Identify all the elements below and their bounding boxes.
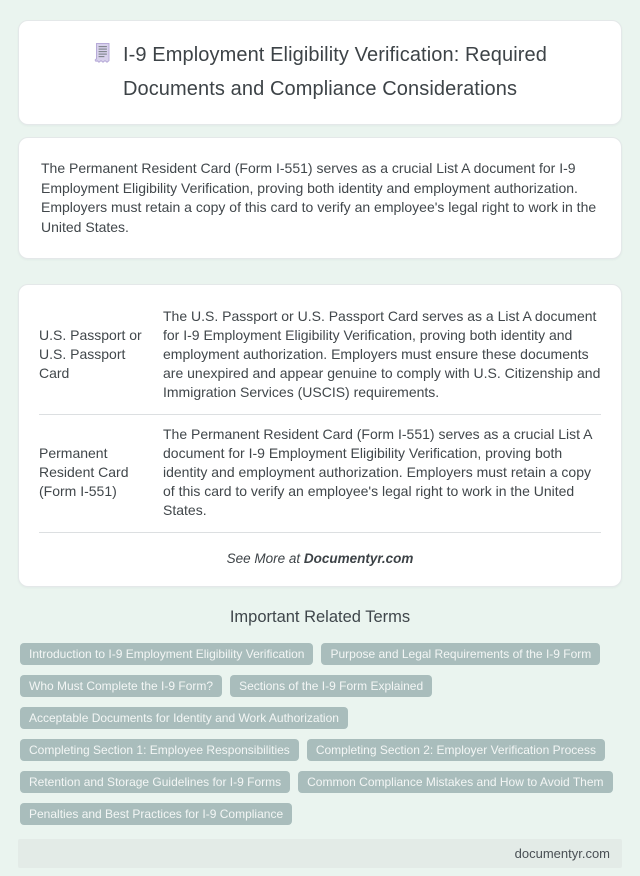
tag-row — [20, 643, 620, 665]
title-card — [18, 20, 622, 125]
intro-card — [18, 137, 622, 259]
see-more-site-name: Documentyr.com — [303, 551, 414, 566]
related-term-tag[interactable]: Penalties and Best Practices for I-9 Compliance — [20, 803, 292, 825]
footer-bar — [18, 839, 622, 868]
related-term-tag[interactable]: Acceptable Documents for Identity and Work Authorization — [20, 707, 348, 729]
related-term-tag[interactable]: Completing Section 1: Employee Responsibilities — [20, 739, 299, 761]
documents-card — [18, 284, 622, 587]
related-term-tag[interactable]: Who Must Complete the I-9 Form? — [20, 675, 222, 697]
intro-paragraph: The Permanent Resident Card (Form I-551) serves as a crucial List A document for I-9 Employment Eligibility Verification, proving both identity and employment authorization. Employers must retain a copy of this card to verify an employee's legal right to work in the United States. — [41, 160, 597, 235]
document-term: Permanent Resident Card (Form I-551) — [39, 415, 163, 533]
page-title — [47, 40, 593, 105]
related-term-tag[interactable]: Common Compliance Mistakes and How to Avoid Them — [298, 771, 612, 793]
documents-table — [39, 307, 601, 533]
see-more-line — [39, 551, 601, 566]
table-row — [39, 307, 601, 415]
tag-row — [20, 803, 620, 825]
related-terms-tags — [18, 643, 622, 825]
tag-row — [20, 675, 620, 697]
related-terms-heading: Important Related Terms — [229, 608, 411, 626]
document-term: U.S. Passport or U.S. Passport Card — [39, 307, 163, 415]
receipt-icon — [93, 42, 112, 74]
tag-row — [20, 707, 620, 729]
table-row — [39, 415, 601, 533]
document-description: The Permanent Resident Card (Form I-551) serves as a crucial List A document for I-9 Employment Eligibility Verification, proving both identity and employment authorization. Employers must retain a copy of this card to verify an employee's legal right to work in the United States. — [163, 415, 601, 533]
related-term-tag[interactable]: Sections of the I-9 Form Explained — [230, 675, 432, 697]
footer-site-label: documentyr.com — [514, 846, 610, 861]
tag-row — [20, 771, 620, 793]
page-title-text: I-9 Employment Eligibility Verification: Required Documents and Compliance Considerations — [122, 44, 547, 100]
see-more-prefix: See More at — [226, 551, 304, 566]
document-description: The U.S. Passport or U.S. Passport Card serves as a List A document for I-9 Employment Eligibility Verification, proving both identity and employment authorization. Employers must ensure these documents are unexpired and appear genuine to comply with U.S. Citizenship and Immigration Services (USCIS) requirements. — [163, 307, 601, 415]
related-term-tag[interactable]: Retention and Storage Guidelines for I-9 Forms — [20, 771, 290, 793]
tag-row — [20, 739, 620, 761]
related-term-tag[interactable]: Completing Section 2: Employer Verification Process — [307, 739, 605, 761]
related-term-tag[interactable]: Purpose and Legal Requirements of the I-9 Form — [321, 643, 600, 665]
related-term-tag[interactable]: Introduction to I-9 Employment Eligibility Verification — [20, 643, 313, 665]
terms-table-body — [39, 307, 601, 533]
